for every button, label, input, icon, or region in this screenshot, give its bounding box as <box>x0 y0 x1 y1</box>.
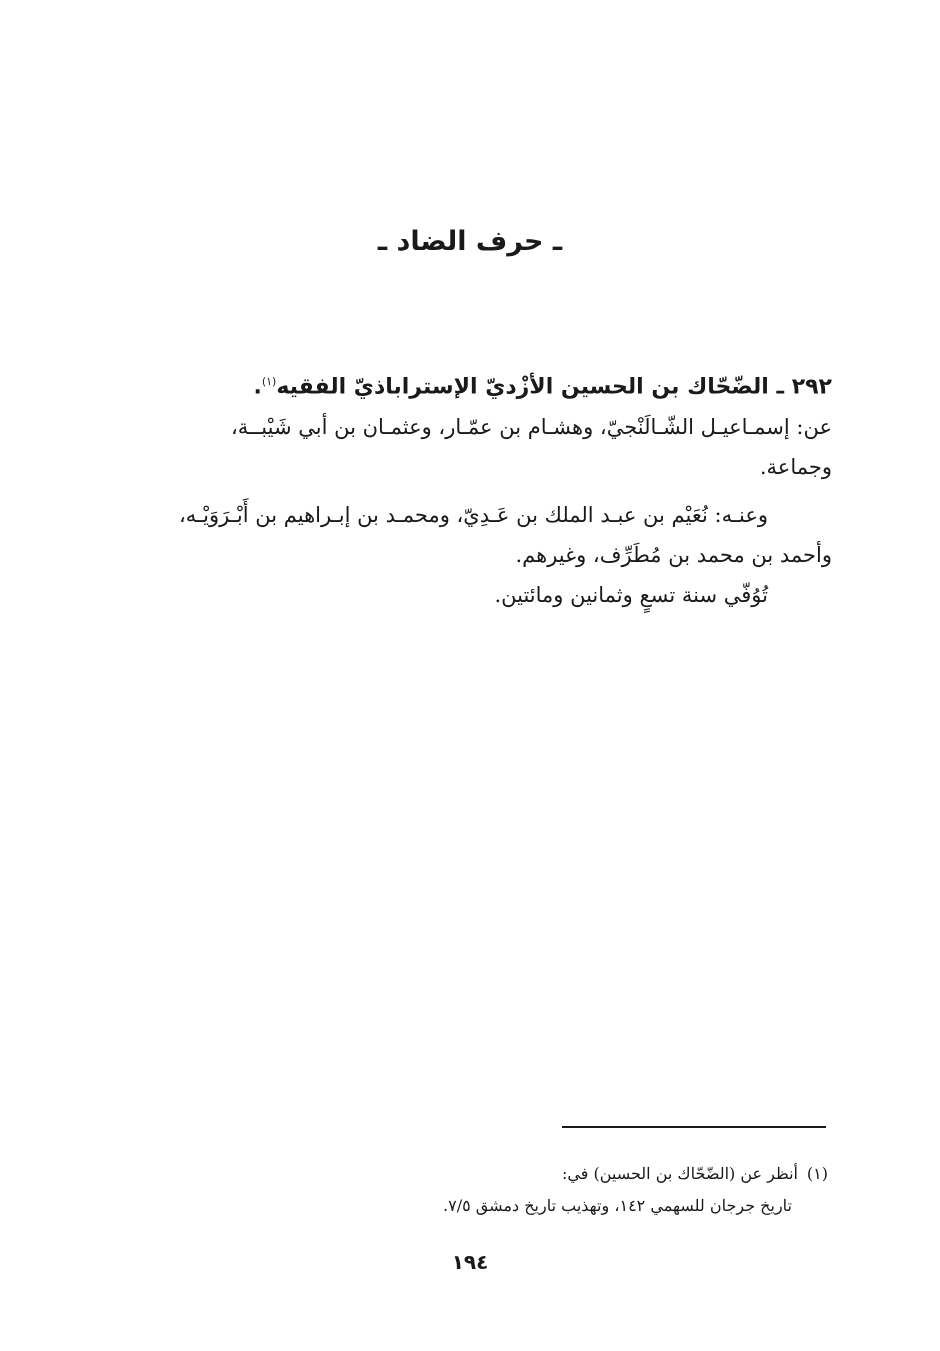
footnotes <box>128 1158 828 1222</box>
footnote-separator <box>562 1126 826 1128</box>
entry-heading-text: ٢٩٢ ـ الضّحّاك بن الحسين الأزْديّ الإستراباذيّ الفقيه <box>276 374 832 400</box>
teachers-line-2: وجماعة. <box>759 455 832 480</box>
chapter-title: ـ حرف الضاد ـ <box>377 226 563 257</box>
death-line: تُوُفّي سنة تسعٍ وثمانين ومائتين. <box>494 583 768 608</box>
biography-entry <box>104 362 832 615</box>
footnote-reference: (١) <box>261 375 277 388</box>
entry-heading <box>104 362 832 407</box>
teachers-line-1: عن: إسمـاعيـل الشّـالَنْجيّ، وهشـام بن عمّـار، وعثمـان بن أبي شَيْبــة، <box>230 415 832 440</box>
footnote-number: (١) <box>806 1164 828 1183</box>
students-line-2: وأحمد بن محمد بن مُطَرِّف، وغيرهم. <box>515 543 832 568</box>
footnote-line-2: تاريخ جرجان للسهمي ١٤٢، وتهذيب تاريخ دمشق ٧/٥. <box>443 1196 792 1215</box>
footnote-text-1: أنظر عن (الضّحّاك بن الحسين) في: <box>561 1164 798 1183</box>
students-line-1: وعنـه: نُعَيْم بن عبـد الملك بن عَـدِيّ، ومحمـد بن إبـراهيم بن أَبْـرَوَيْـه، <box>178 503 768 528</box>
entry-heading-end: . <box>253 374 262 400</box>
page-number: ١٩٤ <box>451 1250 489 1274</box>
footnote-line-1 <box>128 1158 828 1190</box>
